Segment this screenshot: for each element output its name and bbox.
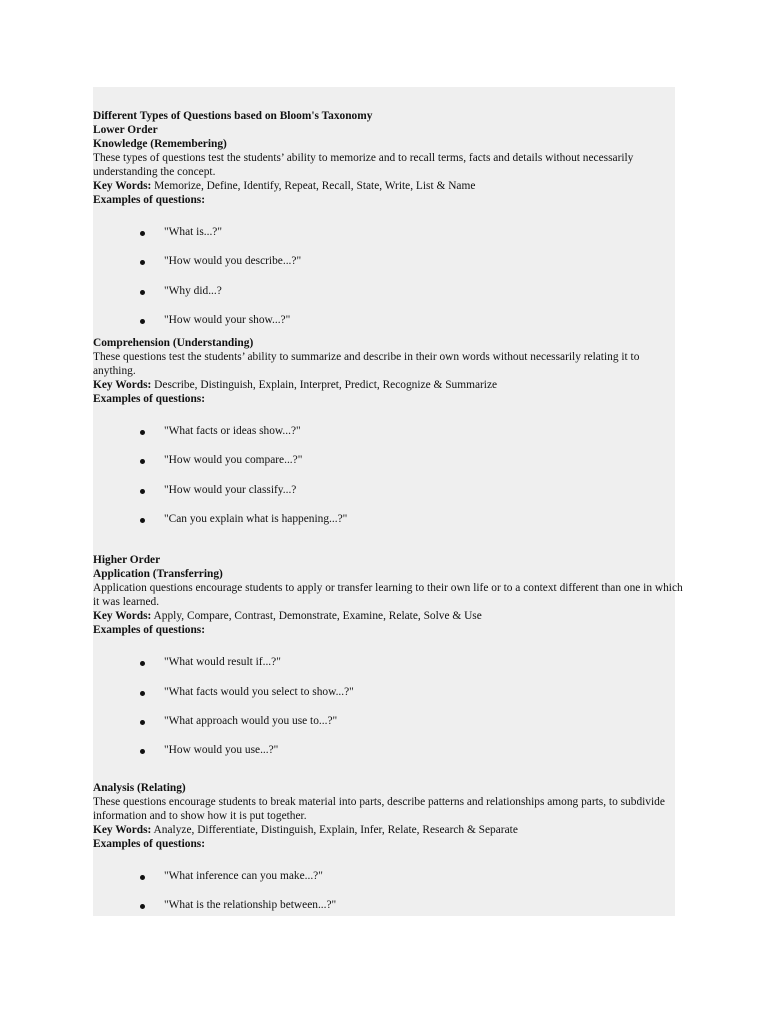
examples-list — [93, 223, 683, 340]
document-body — [93, 109, 683, 925]
section-description: These types of questions test the students’ ability to memorize and to recall terms, facts and details without necessarily understanding the concept. — [93, 152, 634, 178]
group-heading-higher-order: Higher Order — [93, 554, 161, 567]
key-words-line — [93, 179, 683, 193]
bullet-icon — [140, 489, 145, 494]
bullet-icon — [140, 518, 145, 523]
list-item: "What facts would you select to show...?" — [93, 683, 683, 712]
examples-label: Examples of questions: — [93, 837, 206, 850]
bullet-icon — [140, 319, 145, 324]
examples-label: Examples of questions: — [93, 624, 206, 637]
bullet-icon — [140, 720, 145, 725]
list-item: "How would you use...?" — [93, 741, 683, 770]
list-item: "Why did...? — [93, 282, 683, 311]
section-description: These questions encourage students to break material into parts, describe patterns and relationships among parts, to subdivide information and to show how it is put together. — [93, 795, 665, 822]
key-words-line — [93, 378, 683, 392]
section-heading: Analysis (Relating) — [93, 781, 186, 794]
key-words-label: Key Words: — [93, 379, 152, 392]
bullet-icon — [140, 231, 145, 236]
list-item: "What would result if...?" — [93, 653, 683, 682]
bullet-icon — [140, 290, 145, 295]
key-words-label: Key Words: — [93, 610, 152, 623]
key-words: Apply, Compare, Contrast, Demonstrate, Examine, Relate, Solve & Use — [151, 610, 482, 623]
examples-list — [93, 422, 683, 539]
bullet-icon — [140, 749, 145, 754]
key-words: Describe, Distinguish, Explain, Interpret, Predict, Recognize & Summarize — [151, 379, 498, 392]
section-description: These questions test the students’ ability to summarize and describe in their own words without necessarily relating it to anything. — [93, 351, 640, 378]
examples-list — [93, 867, 683, 926]
bullet-icon — [140, 691, 145, 696]
section-analysis — [93, 781, 683, 926]
bullet-icon — [140, 430, 145, 435]
key-words-label: Key Words: — [93, 823, 152, 836]
key-words-line — [93, 609, 683, 623]
bullet-icon — [140, 260, 145, 265]
section-comprehension — [93, 336, 683, 539]
list-item: "What facts or ideas show...?" — [93, 422, 683, 451]
examples-label: Examples of questions: — [93, 393, 206, 406]
bullet-icon — [140, 904, 145, 909]
bullet-icon — [140, 875, 145, 880]
key-words-label: Key Words: — [93, 180, 152, 192]
key-words: Analyze, Differentiate, Distinguish, Explain, Infer, Relate, Research & Separate — [151, 823, 518, 836]
list-item: "How would your classify...? — [93, 481, 683, 510]
examples-label: Examples of questions: — [93, 194, 206, 206]
section-application — [93, 553, 683, 770]
list-item: "How would your show...?" — [93, 311, 683, 340]
document-title: Different Types of Questions based on Bloom's Taxonomy — [93, 110, 373, 122]
section-heading: Application (Transferring) — [93, 568, 223, 581]
section-knowledge — [93, 123, 683, 340]
key-words: Memorize, Define, Identify, Repeat, Recall, State, Write, List & Name — [151, 180, 476, 192]
list-item: "What inference can you make...?" — [93, 867, 683, 896]
section-heading: Knowledge (Remembering) — [93, 138, 227, 150]
list-item: "Can you explain what is happening...?" — [93, 510, 683, 539]
bullet-icon — [140, 661, 145, 666]
section-description: Application questions encourage students to apply or transfer learning to their own life or to a context different than one in which it was learned. — [93, 582, 683, 609]
examples-list — [93, 653, 683, 770]
list-item: "What is...?" — [93, 223, 683, 252]
section-heading: Comprehension (Understanding) — [93, 337, 254, 350]
list-item: "What approach would you use to...?" — [93, 712, 683, 741]
list-item: "What is the relationship between...?" — [93, 896, 683, 925]
list-item: "How would you describe...?" — [93, 252, 683, 281]
key-words-line — [93, 823, 683, 837]
group-heading-lower-order: Lower Order — [93, 124, 158, 136]
bullet-icon — [140, 459, 145, 464]
list-item: "How would you compare...?" — [93, 451, 683, 480]
